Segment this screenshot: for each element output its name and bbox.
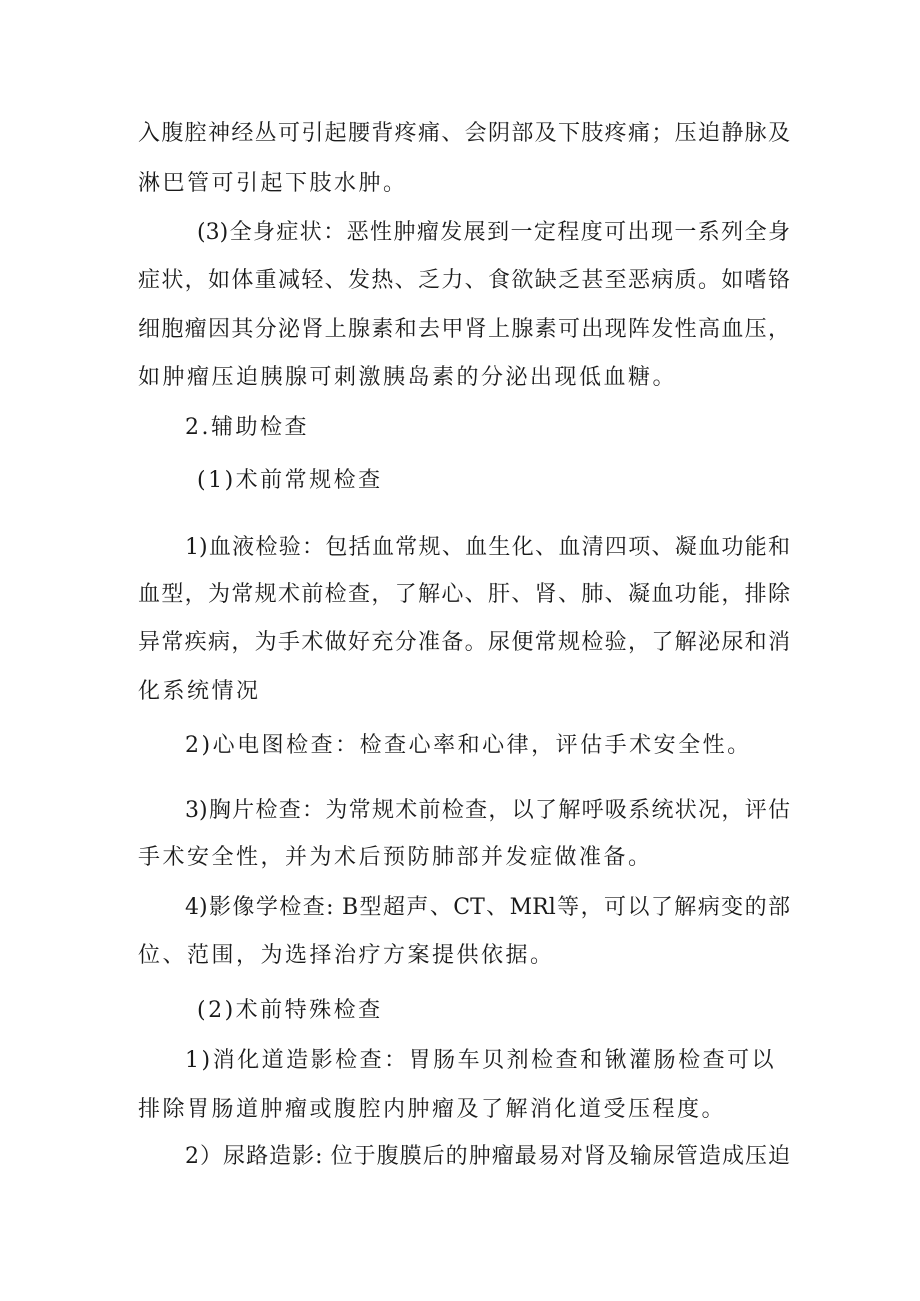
text-line: 淋巴管可引起下肢水肿。 (138, 171, 408, 196)
text-line: 如肿瘤压迫胰腺可刺激胰岛素的分泌出现低血糖。 (138, 365, 678, 390)
text-line: 3)胸片检查：为常规术前检查，以了解呼吸系统状况，评估 (185, 798, 790, 823)
text-line: 4)影像学检查: B型超声、CT、MRl等，可以了解病变的部 (185, 895, 790, 920)
text-line: 化系统情况 (138, 679, 261, 704)
subsection-heading: (1)术前常规检查 (197, 468, 383, 493)
text-line: 排除胃肠道肿瘤或腹腔内肿瘤及了解消化道受压程度。 (138, 1097, 727, 1122)
text-line: 2）尿路造影: 位于腹膜后的肿瘤最易对肾及输尿管造成压迫 (185, 1144, 790, 1169)
text-line: 位、范围，为选择治疗方案提供依据。 (138, 943, 555, 968)
text-line: 血型，为常规术前检查，了解心、肝、肾、肺、凝血功能，排除 (138, 582, 790, 607)
subsection-heading: (2)术前特殊检查 (197, 998, 383, 1023)
text-line: 入腹腔神经丛可引起腰背疼痛、会阴部及下肢疼痛；压迫静脉及 (138, 121, 790, 146)
text-line: 1)消化道造影检查：胃肠车贝剂检查和锹灌肠检查可以 (185, 1048, 777, 1073)
text-line: 2)心电图检查：检查心率和心律，评估手术安全性。 (185, 733, 752, 758)
text-line: 1)血液检验：包括血常规、血生化、血清四项、凝血功能和 (185, 535, 790, 560)
text-line: 症状，如体重减轻、发热、乏力、食欲缺乏甚至恶病质。如嗜铬 (138, 268, 790, 293)
text-line: (3)全身症状：恶性肿瘤发展到一定程度可出现一系列全身 (197, 220, 790, 245)
text-line: 细胞瘤因其分泌肾上腺素和去甲肾上腺素可出现阵发性高血压， (138, 317, 790, 342)
text-line: 手术安全性，并为术后预防肺部并发症做准备。 (138, 845, 653, 870)
section-heading: 2.辅助检查 (185, 415, 309, 440)
text-line: 异常疾病，为手术做好充分准备。尿便常规检验，了解泌尿和消 (138, 630, 790, 655)
